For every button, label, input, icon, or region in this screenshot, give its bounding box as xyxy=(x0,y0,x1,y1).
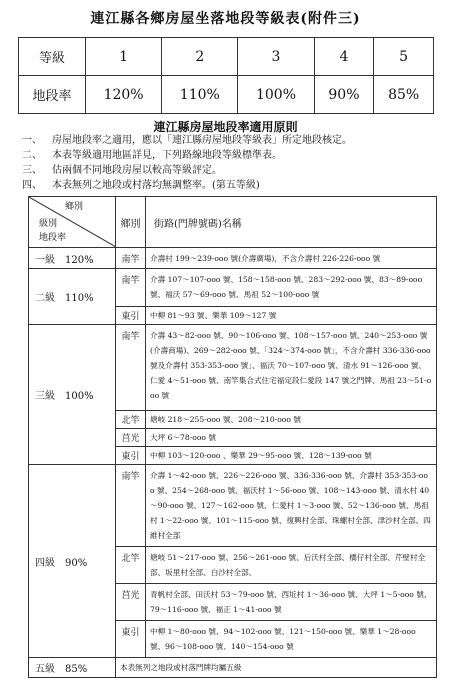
town-cell: 北竿 xyxy=(116,411,146,429)
street-grade-table xyxy=(28,196,437,678)
town-cell: 東引 xyxy=(116,621,146,658)
town-column-header: 鄉別 xyxy=(116,197,146,248)
town-cell: 東引 xyxy=(116,307,146,325)
street-list: 中柳 1～80-ooo 號、94～102-ooo 號、121～150-ooo 號、樂華 1～28-ooo 號、96～108-ooo 號、140～154-ooo 號 xyxy=(146,621,437,658)
level-cell: 四級 90% xyxy=(29,465,116,658)
principle-number: 四、 xyxy=(22,180,42,191)
street-list: 介壽 43～82-ooo 號、90～106-ooo 號、108～157-ooo 號、240～253-ooo 號(介壽商場)、269～282-ooo 號、「324～374-ooo 號」，不含介壽村 336-336-ooo 號及介壽村 353-353-ooo 號」、福沃 70～107-ooo 號、清水 91～126-ooo 號、仁愛 4～51-ooo 號、南竿集合式住宅福定段仁愛段 147 號之門牌、馬祖 23～51-ooo 號 xyxy=(146,325,437,411)
principle-text: 本表無列之地段或村落均無調整率。(第五等級) xyxy=(52,180,260,191)
grade-cell: 3 xyxy=(238,38,314,76)
principle-item xyxy=(22,178,442,193)
rate-cell: 85% xyxy=(374,76,434,114)
grade-row-label: 等級 xyxy=(19,38,86,76)
grade-cell: 4 xyxy=(314,38,374,76)
diag-town-label: 鄉別 xyxy=(64,202,83,212)
street-list: 中柳 103～120-ooo 、樂華 29～95-ooo 號、128～139-ooo 號 xyxy=(146,447,437,465)
level-cell: 一級 120% xyxy=(29,248,116,269)
principle-number: 一、 xyxy=(22,135,42,146)
street-list: 中柳 81～93 號、樂華 109～127 號 xyxy=(146,307,437,325)
grade-cell: 2 xyxy=(162,38,238,76)
level-cell: 三級 100% xyxy=(29,325,116,465)
street-list: 介壽村 199～239-ooo 號(介壽廣場)，不含介壽村 226-226-ooo 號 xyxy=(146,248,437,269)
town-cell: 莒光 xyxy=(116,429,146,447)
street-list: 大坪 6～78-ooo 號 xyxy=(146,429,437,447)
rate-row-label: 地段率 xyxy=(19,76,86,114)
rate-cell: 120% xyxy=(86,76,162,114)
rate-cell: 90% xyxy=(314,76,374,114)
rate-cell: 100% xyxy=(238,76,314,114)
street-list: 青帆村全部、田沃村 53～79-ooo 號、西坵村 1～36-ooo 號、大坪 1～5-ooo 號、79～116-ooo 號、福正 1～41-ooo 號 xyxy=(146,584,437,621)
principles-title: 連江縣房屋地段率適用原則 xyxy=(153,120,298,134)
diagonal-header-cell xyxy=(29,197,116,248)
town-cell: 南竿 xyxy=(116,325,146,411)
principle-item xyxy=(22,148,442,163)
town-cell: 莒光 xyxy=(116,584,146,621)
principle-text: 本表等級適用地區詳見，下列路線地段等級標準表。 xyxy=(52,150,282,161)
diag-level-label: 級別 xyxy=(39,219,58,229)
street-list: 介壽 107～107-ooo 號、158～158-ooo 號、283～292-ooo 號、83～89-ooo 號、福沃 57～69-ooo 號、馬祖 52～100-ooo 號 xyxy=(146,269,437,307)
diag-rate-label: 地段率 xyxy=(39,233,67,243)
street-list: 塘岐 218～255-ooo 號、208～210-ooo 號 xyxy=(146,411,437,429)
town-cell: 南竿 xyxy=(116,465,146,547)
principle-number: 三、 xyxy=(22,165,42,176)
town-cell: 北竿 xyxy=(116,547,146,584)
grade-cell: 5 xyxy=(374,38,434,76)
street-list: 介壽 1～42-ooo 號、226～226-ooo 號、336-336-ooo 號、介壽村 353-353-ooo 號、254～268-ooo 號、福沃村 1～56-ooo 號、108～143-ooo 號、清水村 40～90-ooo 號、127～162-ooo 號、仁愛村 1～3-ooo 號、52～136-ooo 號、馬祖村 1～22-ooo 號、101～115-ooo 號、復興村全部、珠螺村全部、津沙村全部、四維村全部 xyxy=(146,465,437,547)
principle-text: 估兩個不同地段房屋以較高等級評定。 xyxy=(52,165,222,176)
level-cell: 五級 85% xyxy=(29,658,116,678)
principle-item xyxy=(22,163,442,178)
street-list: 塘岐 51～217-ooo 號、256～261-ooo 號、后沃村全部、橋仔村全部、芹壁村全部、坂里村全部、白沙村全部。 xyxy=(146,547,437,584)
default-level-note: 本表無列之地段或村落門牌均屬五級 xyxy=(116,658,437,678)
town-cell: 南竿 xyxy=(116,269,146,307)
grade-cell: 1 xyxy=(86,38,162,76)
grade-rate-table xyxy=(18,37,434,114)
principle-number: 二、 xyxy=(22,150,42,161)
principle-item xyxy=(22,133,442,148)
street-column-header: 街路(門牌號碼)名稱 xyxy=(146,197,437,248)
rate-cell: 110% xyxy=(162,76,238,114)
town-cell: 東引 xyxy=(116,447,146,465)
town-cell: 南竿 xyxy=(116,248,146,269)
principles-list xyxy=(22,133,442,193)
document-title: 連江縣各鄉房屋坐落地段等級表(附件三) xyxy=(90,11,361,27)
level-cell: 二級 110% xyxy=(29,269,116,325)
principle-text: 房屋地段率之適用，應以「連江縣房屋地段等級表」所定地段核定。 xyxy=(52,135,352,146)
